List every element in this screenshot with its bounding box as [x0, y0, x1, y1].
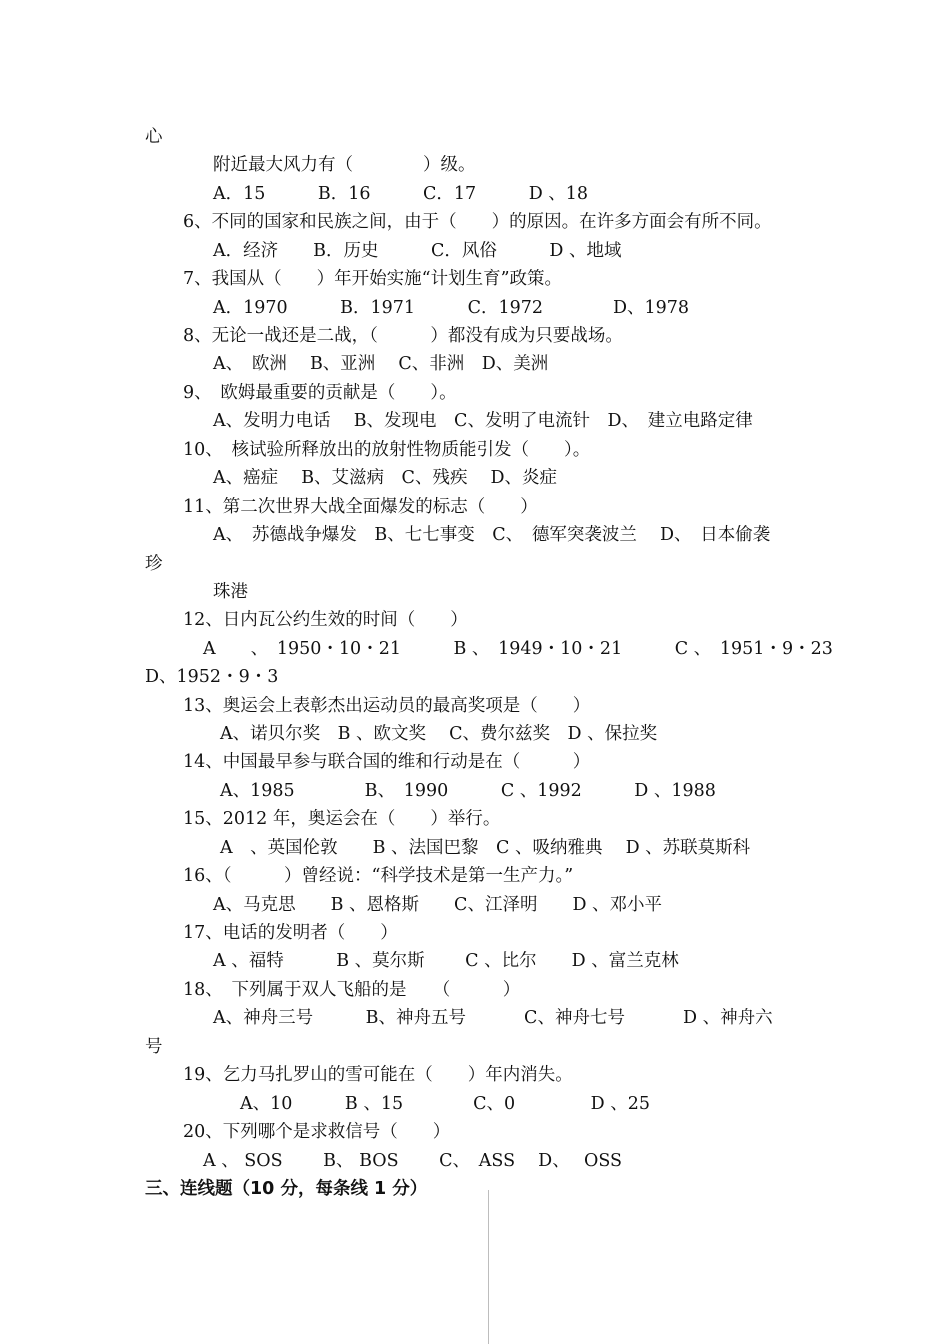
- question-line: 9、 欧姆最重要的贡献是（ ）。: [183, 383, 457, 403]
- question-line: 11、第二次世界大战全面爆发的标志（ ）: [183, 497, 538, 517]
- question-line: 6、不同的国家和民族之间，由于（ ）的原因。在许多方面会有所不同。: [183, 212, 772, 232]
- question-line: 18、 下列属于双人飞船的是 （ ）: [183, 980, 521, 1000]
- option-line: A 、英国伦敦 B 、法国巴黎 C 、吸纳雅典 D 、苏联莫斯科: [220, 838, 751, 858]
- question-line: 17、电话的发明者（ ）: [183, 923, 398, 943]
- option-line: A 、福特 B 、莫尔斯 C 、比尔 D 、富兰克林: [213, 951, 679, 971]
- question-line: 19、乞力马扎罗山的雪可能在（ ）年内消失。: [183, 1065, 573, 1085]
- question-line: 12、日内瓦公约生效的时间（ ）: [183, 610, 468, 630]
- question-line: 20、下列哪个是求救信号（ ）: [183, 1122, 451, 1142]
- option-line: A．1970 B．1971 C．1972 D、1978: [213, 298, 690, 318]
- option-line: A．15 B．16 C．17 D 、18: [213, 184, 589, 204]
- text-line: 珍: [145, 554, 163, 574]
- text-line: 附近最大风力有（ ）级。: [213, 155, 476, 175]
- text-line: 号: [145, 1037, 163, 1057]
- option-line: A、癌症 B、艾滋病 C、残疾 D、炎症: [213, 468, 558, 488]
- question-line: 16、（ ）曾经说：“科学技术是第一生产力。”: [183, 866, 574, 886]
- question-line: 8、无论一战还是二战，（ ）都没有成为只要战场。: [183, 326, 623, 346]
- column-divider: [488, 1190, 489, 1344]
- section-heading: 三、连线题（10 分，每条线 1 分）: [145, 1179, 428, 1199]
- option-line: A、神舟三号 B、神舟五号 C、神舟七号 D 、神舟六: [213, 1008, 773, 1028]
- option-line: A、发明力电话 B、发现电 C、发明了电流针 D、 建立电路定律: [213, 411, 753, 431]
- question-line: 7、我国从（ ）年开始实施“计划生育”政策。: [183, 269, 563, 289]
- option-line: A．经济 B．历史 C．风俗 D 、地域: [213, 241, 622, 261]
- question-line: 13、奥运会上表彰杰出运动员的最高奖项是（ ）: [183, 696, 591, 716]
- option-line: A 、 SOS B、 BOS C、 ASS D、 OSS: [203, 1151, 623, 1171]
- option-line: A、马克思 B 、恩格斯 C、江泽明 D 、邓小平: [213, 895, 663, 915]
- text-line: 心: [145, 127, 163, 147]
- option-line: A、1985 B、 1990 C 、1992 D 、1988: [220, 781, 716, 801]
- text-line: 珠港: [213, 582, 248, 602]
- option-line: A、10 B 、15 C、0 D 、25: [240, 1094, 651, 1114]
- option-line: A、诺贝尔奖 B 、欧文奖 C、费尔兹奖 D 、保拉奖: [220, 724, 658, 744]
- option-line: A 、 1950・10・21 B 、 1949・10・21 C 、 1951・9・23: [203, 639, 833, 659]
- option-line: A、 苏德战争爆发 B、七七事变 C、 德军突袭波兰 D、 日本偷袭: [213, 525, 771, 545]
- option-line: D、1952・9・3: [145, 667, 279, 687]
- question-line: 14、中国最早参与联合国的维和行动是在（ ）: [183, 752, 591, 772]
- question-line: 10、 核试验所释放出的放射性物质能引发（ ）。: [183, 440, 591, 460]
- option-line: A、 欧洲 B、亚洲 C、非洲 D、美洲: [213, 354, 549, 374]
- question-line: 15、2012 年，奥运会在（ ）举行。: [183, 809, 501, 829]
